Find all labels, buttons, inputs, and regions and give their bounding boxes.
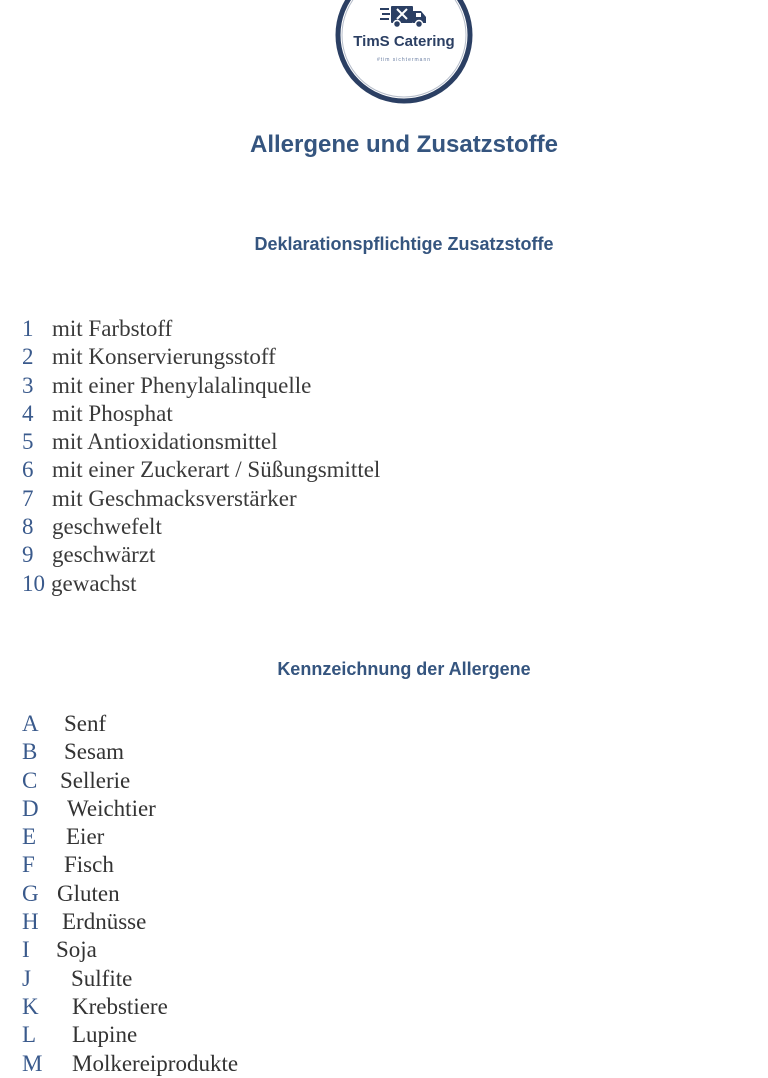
allergen-label: Sellerie [60,767,131,793]
list-item [22,795,238,823]
list-item [22,456,380,484]
allergen-label: Sulfite [71,965,133,991]
additive-code: 9 [22,542,34,568]
allergen-label: Senf [64,711,107,736]
list-item [22,1021,238,1049]
allergen-label: Molkereiprodukte [72,1050,239,1076]
allergen-code: C [22,767,38,793]
allergens-heading: Kennzeichnung der Allergene [277,659,531,679]
additive-label: geschwefelt [52,514,162,540]
tims-catering-logo [334,0,474,105]
additive-code: 6 [22,457,34,483]
additive-label: mit Phosphat [52,400,173,426]
list-item [22,738,238,766]
allergen-label: Fisch [64,852,114,878]
allergen-label: Krebstiere [72,993,168,1019]
list-item [22,541,380,569]
catering-truck-icon [380,5,428,29]
allergen-label: Eier [66,824,105,850]
allergen-label: Sesam [64,739,125,765]
additive-label: gewachst [51,570,137,596]
additive-label: geschwärzt [52,542,156,568]
additive-label: mit einer Zuckerart / Süßungsmittel [52,457,381,483]
list-item [22,908,238,936]
allergen-code: B [22,739,38,765]
allergen-label: Erdnüsse [62,909,147,935]
list-item [22,851,238,879]
allergen-code: D [22,795,39,821]
list-item [22,428,380,456]
additive-label: mit Geschmacksverstärker [52,485,297,511]
list-item [22,993,238,1021]
allergen-code: F [22,852,35,878]
additive-code: 5 [22,429,34,455]
list-item [22,570,380,598]
allergen-code: G [22,880,39,906]
list-item [22,485,380,513]
list-item [22,400,380,428]
list-item [22,315,380,343]
list-item [22,767,238,795]
additive-label: mit Konservierungsstoff [52,344,276,370]
allergen-code: A [22,711,39,736]
list-item [22,372,380,400]
allergen-label: Gluten [57,880,120,906]
allergen-code: M [22,1050,43,1076]
allergen-code: E [22,824,37,850]
additive-code: 8 [22,514,34,540]
list-item [22,823,238,851]
additive-code: 2 [22,344,34,370]
list-item [22,513,380,541]
list-item [22,936,238,964]
additive-code: 3 [22,372,34,398]
additive-code: 7 [22,485,34,511]
allergen-label: Lupine [72,1022,138,1048]
allergen-code: I [22,937,30,963]
allergen-label: Weichtier [67,795,156,821]
logo-name: TimS Catering [353,33,455,50]
allergens-list [22,710,238,1078]
list-item [22,880,238,908]
page-title: Allergene und Zusatzstoffe [249,131,559,158]
list-item [22,710,238,738]
list-item [22,965,238,993]
allergen-code: L [22,1022,37,1048]
additive-label: mit einer Phenylalalinquelle [52,372,312,398]
additive-code: 1 [22,316,34,341]
additive-label: mit Antioxidationsmittel [52,429,278,455]
allergen-code: H [22,909,39,935]
additive-code: 10 [22,570,45,596]
additives-heading: Deklarationspflichtige Zusatzstoffe [254,234,554,254]
allergen-code: K [22,993,39,1019]
additive-code: 4 [22,400,34,426]
additives-list [22,315,380,598]
allergen-label: Soja [56,937,97,963]
additive-label: mit Farbstoff [52,316,173,341]
list-item [22,1050,238,1078]
list-item [22,343,380,371]
logo-subtitle: #tim sichtermann [376,57,432,63]
allergen-code: J [22,965,31,991]
